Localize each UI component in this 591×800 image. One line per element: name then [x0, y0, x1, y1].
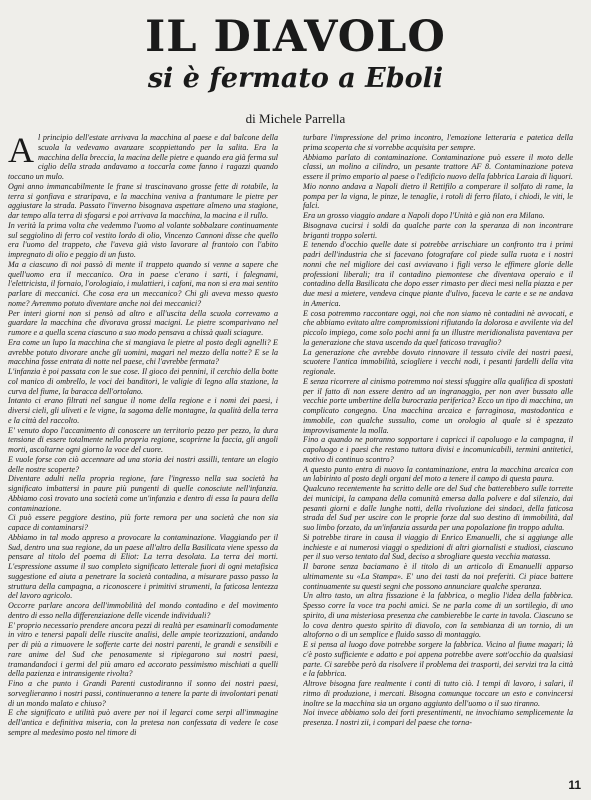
- drop-cap: A: [8, 133, 34, 170]
- paragraph: Mio nonno andava a Napoli dietro il Rettifilo a comperare il solfato di rame, la pompa per la vigna, le pinze, le tenaglie, i rotoli di ferro filato, i chiodi, le viti, le falci.: [303, 181, 573, 211]
- page-number: 11: [568, 778, 581, 792]
- paragraph: Si potrebbe tirare in causa il viaggio di Enrico Emanuelli, che si aggiunge alle inchieste e ai numerosi viaggi o spedizioni di altri giornalisti e studiosi, ciascuno per il suo verso tentato dal Sud, deciso a sbrogliare questa vecchia matassa.: [303, 532, 573, 562]
- paragraph: E' venuto dopo l'accanimento di conoscere un territorio pezzo per pezzo, la dura tensione di essere totalmente nella propria regione, scoprirne la faccia, gli angoli morti, ascoltarne ogni giorno la voce del cuore.: [8, 425, 278, 454]
- article-column-right: [303, 133, 573, 788]
- paragraph: E si pensa al luogo dove potrebbe sorgere la fabbrica. Vicino al fiume magari; là c'è posto sufficiente e adatto e poi appena potrebbe avere sott'occhio da qualsiasi parte. Ci sarebbe però da risolvere il problema dei trasporti, dei servizi tra la città e la fabbrica.: [303, 640, 573, 679]
- paragraph: Bisognava cucirsi i soldi da qualche parte con la speranza di non incontrare briganti troppo solerti.: [303, 220, 573, 240]
- paragraph: Fino a che punto i Grandi Parenti custodiranno il sonno dei nostri paesi, sorveglieranno i nostri passi, continueranno a tenere la parte di involontari penati di un mondo malato e chiuso?: [8, 679, 278, 708]
- article-byline: di Michele Parrella: [245, 111, 346, 126]
- paragraph: Altrove bisogna fare realmente i conti di tutto ciò. I tempi di lavoro, i salari, il ritmo di produzione, i mercati. Bisogna comunque toccare un esto e convincersi inoltre se la macchina sia un organo aggiunto dell'uomo o il suo tiranno.: [303, 679, 573, 708]
- paragraph: A questo punto entra di nuovo la contaminazione, entra la macchina arcaica con un labirinto al posto degli organi del moto a tenere il campo di questa paura.: [303, 464, 573, 484]
- paragraph: Abbiamo parlato di contaminazione. Contaminazione può essere il moto delle classi, un molino a cilindro, un pesante trattore AF 8. Contaminazione poteva essere il primo emporio al paese o l'edificio nuovo della fabbrica Laraia di liquori.: [303, 152, 573, 181]
- paragraph: La generazione che avrebbe dovuto rinnovare il tessuto civile dei nostri paesi, scuotere l'antica immobilità, sciogliere i vecchi nodi, i pesanti fardelli della vita regionale.: [303, 347, 573, 376]
- paragraph: Ma a ciascuno di noi passò di mente il trappeto quando si venne a sapere che quell'uomo era il meccanico. Ora in paese c'erano i sarti, i falegnami, l'elettricista, il fornaio, l'orologiaio, i mulattieri, i cafoni, ma non si era mai sentito parlare di meccanici. Che cosa era un meccanico? Chi gli aveva messo questo nome? Avremmo potuto diventare anche noi dei meccanici?: [8, 259, 278, 308]
- paragraph: E cosa potremmo raccontare oggi, noi che non siamo nè contadini nè avvocati, e che abbiamo evitato altre compromissioni rifiutando la dolorosa e avvilente via del piccolo impiego, come solo pochi anni fa un illustre meridionalista paventava per la generazione che stava uscendo da quel faticoso travaglio?: [303, 308, 573, 347]
- paragraph: In verità la prima volta che vedemmo l'uomo al volante sobbalzare continuamente sul seggiolino di ferro col vestito lordo di olio, Vincenzo Cannoni disse che quello era l'uomo del trappeto, che l'aveva già visto lavorare al frantoio con l'abito impregnato di olio e peggio di un fusto.: [8, 220, 278, 259]
- paragraph: E che significato e utilità può avere per noi il legarci come serpi all'immagine dell'antica e definitiva miseria, con la pretesa non confessata di vedere le cose sempre al medesimo posto nel timore di: [8, 708, 278, 737]
- paragraph: Era come un lupo la macchina che si mangiava le pietre al posto degli agnelli? E avrebbe potuto divorare anche gli uomini, magari nel mezzo della notte? E se la macchina fosse entrata di notte nel paese, chi l'avrebbe fermata?: [8, 337, 278, 367]
- paragraph: Noi invece abbiamo solo dei forti presentimenti, ne invochiamo semplicemente la presenza. I nostri zii, i compari del paese che torna-: [303, 708, 573, 727]
- paragraph: E' proprio necessario prendere ancora pezzi di realtà per esaminarli comodamente in vitro e tenersi papali delle riuscite analisi, delle ampie teorizzazioni, andando per di più a rimuovere le sofferte carte dei nostri parenti, le grandi e sensibili e rare anime del Sud che penosamente si ripiegarono sui nostri paesi, tramandandoci i germi del più amaro ed accorato pessimismo mischiati a quelli della pazienza e intransigente rivolta?: [8, 620, 278, 679]
- paragraph: Qualcuno recentemente ha scritto delle ore del Sud che batterebbero sulle torrette dei municipi, la campana della comunità emersa dalla polvere e dal silenzio, dai pesanti giorni e dalle lunghe notti, della rivoluzione dei sindaci, della faticosa strada del Sud per uscire con le proprie forze dal suo destino di immobilità, dal suo limbo forzato, da un'infanzia assurda per una popolazione fin troppo adulta.: [303, 484, 573, 532]
- paragraph: Ogni anno immancabilmente le frane si trascinavano grosse fette di rotabile, la terra si gonfiava e straripava, e la macchina veniva a frantumare le pietre per aggiustare la strada. Passato l'inverno bisognava aspettare almeno una stagione, dar tempo alla terra di sfogarsi e poi arrivava la macchina, la macina e il rullo.: [8, 181, 278, 220]
- paragraph: Ci può essere peggiore destino, più forte remora per una società che non sia capace di contaminarsi?: [8, 513, 278, 532]
- paragraph: Diventare adulti nella propria regione, fare l'ingresso nella sua società ha significato imbattersi in paure più pungenti di quelle conosciute nell'infanzia. Abbiamo così trovato una società come un'infanzia e dentro di essa la paura della contaminazione.: [8, 474, 278, 513]
- paragraph: L'infanzia è poi passata con le sue cose. Il gioco dei pennini, il cerchio della botte col manico di ombrello, le voci dei banditori, le valigie di legno alla stazione, la curva del fiume, la baracca dell'ortolano.: [8, 367, 278, 396]
- paragraph: Per interi giorni non si pensò ad altro e all'uscita della scuola correvamo a guardare la macchina che divorava grossi macigni. Le pietre scomparivano nel rumore e a quella scena ciascuno a suo modo pensava a chissà quali sciagure.: [8, 308, 278, 337]
- paragraph: Occorre parlare ancora dell'immobilità del mondo contadino e del movimento dentro di esso nella differenziazione delle vicende individuali?: [8, 601, 278, 620]
- paragraph: l principio dell'estate arrivava la macchina al paese e dal balcone della scuola la vedevamo avanzare scoppiettando per la salita. Era la macchina della breccia, la macina delle pietre e quando era già ferma sul ciglio della strada andavamo a toccarla come fanno i ragazzi quando toccano un mulo.: [8, 133, 278, 181]
- paragraph: Il barone senza baciamano è il titolo di un articolo di Emanuelli apparso ultimamente su «La Stampa». E' uno dei tasti da noi preferiti. Ci piace battere continuamente su questi segni che possono annunciare qualche speranza.: [303, 562, 573, 591]
- paragraph: E tenendo d'occhio quelle date si potrebbe arrischiare un confronto tra i primi padri dell'industria che si facevano fotografare col piede sulla ruota e i nostri nonni che nel migliore dei casi avviavano i figli verso le effimere glorie delle professioni liberali; tra il contadino piemontese che diventava operaio e il contadino della Basilicata che dopo esser rimasto per dieci mesi nella piazza e per due mesi a mietere, vendeva cinque piante d'ulivo, faceva le carte e se ne andava in America.: [303, 240, 573, 308]
- paragraph: Fino a quando ne potranno sopportare i capricci il capoluogo e la campagna, il capoluogo e i paesi che restano tuttora divisi e incomunicabili, termini antitetici, motivo di continuo scontro?: [303, 435, 573, 464]
- paragraph: turbare l'impressione del primo incontro, l'emozione letteraria e patetica della prima scoperta che si vorrebbe acquisita per sempre.: [303, 133, 573, 152]
- article-subtitle: si è fermato a Eboli: [147, 63, 444, 94]
- article-title: IL DIAVOLO: [145, 12, 446, 62]
- paragraph: E senza ricorrere al cinismo potremmo noi stessi sfuggire alla qualifica di spostati per il fatto di non essere dentro ad un ingranaggio, per non aver bussato alle vecchie porte umbertine della burocrazia periferica? Ecco un tipo di macchina, un complicato congegno. Una macchina arcaica e farraginosa, mastodontica e immobile, con qualche sussulto, come un orologio al quale si è spezzato improvvisamente la molla.: [303, 376, 573, 435]
- paragraph: Era un grosso viaggio andare a Napoli dopo l'Unità e già non era Milano.: [303, 211, 545, 220]
- article-column-left: [8, 133, 278, 788]
- paragraph: E vuole forse con ciò accennare ad una storia dei nostri assilli, tentare un elogio delle nostre scoperte?: [8, 454, 278, 474]
- paragraph: Un altro tasto, un altra fissazione è la fabbrica, o meglio l'idea della fabbrica. Spesso corre la voce tra pochi amici. Se ne parla come di un sortilegio, di uno spirito, di una misteriosa presenza che cambierebbe le carte in tavola. Ciascuno se lo cova dentro questo spirito di diavolo, con la sembianza di un tornio, di un altoforno o di un semplice e fluido sasso di montaggio.: [303, 591, 573, 640]
- paragraph: Intanto ci erano filtrati nel sangue il nome della regione e i nomi dei paesi, i diversi cieli, gli uliveti e le vigne, la sagoma delle montagne, la qualità della terra e la città del raccolto.: [8, 396, 278, 425]
- paragraph: Abbiamo in tal modo appreso a provocare la contaminazione. Viaggiando per il Sud, dentro una sua regione, da un paese all'altro della Basilicata viene spesso da pensare al titolo del poema di Eliot: La terra desolata. La terra dei morti. L'espressione assume il suo completo significato letterale fuori di ogni metafisica suggestione ed aiuta a penetrare la società contadina, a misurare passo passo la struttura della campagna, a riconoscere i primitivi strumenti, la faticosa lentezza del lavoro agricolo.: [8, 532, 278, 601]
